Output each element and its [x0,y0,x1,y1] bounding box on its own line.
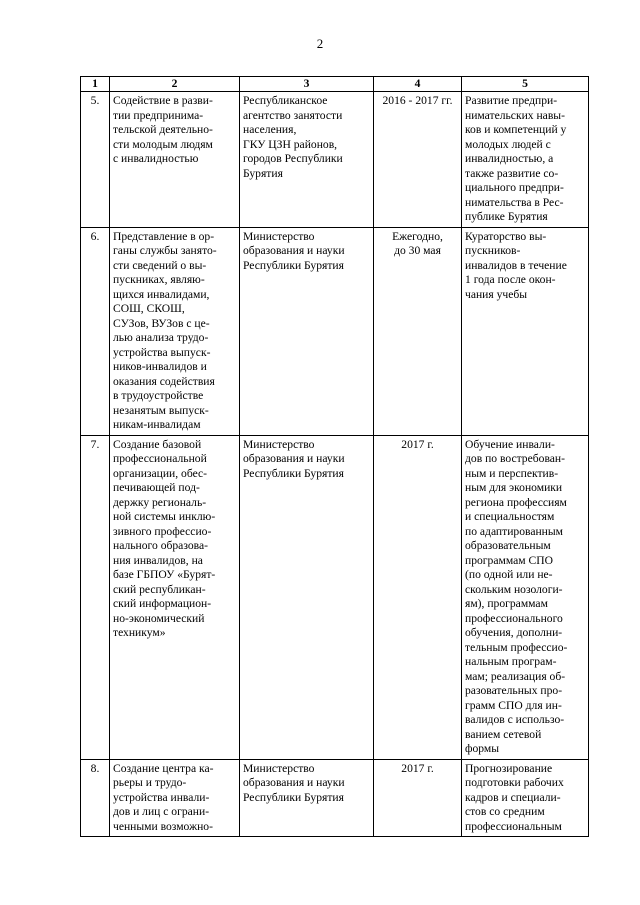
header-col-3: 3 [240,77,374,92]
header-col-1: 1 [81,77,110,92]
page-number: 2 [316,36,324,51]
header-col-4: 4 [374,77,462,92]
action-cell: Создание базовой профессиональной организации, обес- печивающей под- держку региональ- ной системы инклю- зивного профессио- нального образова- ния инвалидов, на базе ГБПОУ «Бурят- ский республикан- ский информацион- но-экономический техникум» [110,435,240,759]
term-cell: 2017 г. [374,435,462,759]
table-row [81,92,589,228]
executor-cell: Министерство образования и науки Республики Бурятия [240,435,374,759]
action-cell: Содействие в разви- тии предпринима- тельской деятельно- сти молодым людям с инвалидностью [110,92,240,228]
executor-cell: Республиканское агентство занятости населения, ГКУ ЦЗН районов, городов Республики Бурятия [240,92,374,228]
executor-cell: Министерство образования и науки Республики Бурятия [240,227,374,435]
row-number: 5. [81,92,110,228]
table-row [81,227,589,435]
result-cell: Прогнозирование подготовки рабочих кадров и специали- стов со средним профессиональным [462,759,589,837]
term-cell: 2017 г. [374,759,462,837]
executor-cell: Министерство образования и науки Республики Бурятия [240,759,374,837]
table-row [81,435,589,759]
action-cell: Представление в ор- ганы службы занято- сти сведений о вы- пускниках, являю- щихся инвалидами, СОШ, СКОШ, СУЗов, ВУЗов с це- лью анализа трудо- устройства выпуск- ников-инвалидов и оказания содействия в трудоустройстве незанятым выпуск- никам-инвалидам [110,227,240,435]
result-cell: Обучение инвали- дов по востребован- ным и перспектив- ным для экономики региона профессиям и специальностям по адаптированным образовательным программам СПО (по одной или не- скольким нозологи- ям), программам профессионального обучения, дополни- тельным профессио- нальным програм- мам; реализация об- разовательных про- грамм СПО для ин- валидов с использо- ванием сетевой формы [462,435,589,759]
term-cell: 2016 - 2017 гг. [374,92,462,228]
header-col-5: 5 [462,77,589,92]
table-row [81,759,589,837]
row-number: 6. [81,227,110,435]
measures-table [80,76,589,837]
table-header-row [81,77,589,92]
row-number: 8. [81,759,110,837]
action-cell: Создание центра ка- рьеры и трудо- устройства инвали- дов и лиц с ограни- ченными возможно- [110,759,240,837]
row-number: 7. [81,435,110,759]
header-col-2: 2 [110,77,240,92]
result-cell: Кураторство вы- пускников- инвалидов в течение 1 года после окон- чания учебы [462,227,589,435]
result-cell: Развитие предпри- нимательских навы- ков и компетенций у молодых людей с инвалидностью, а также развитие со- циального предпри- нимательства в Рес- публике Бурятия [462,92,589,228]
term-cell: Ежегодно, до 30 мая [374,227,462,435]
